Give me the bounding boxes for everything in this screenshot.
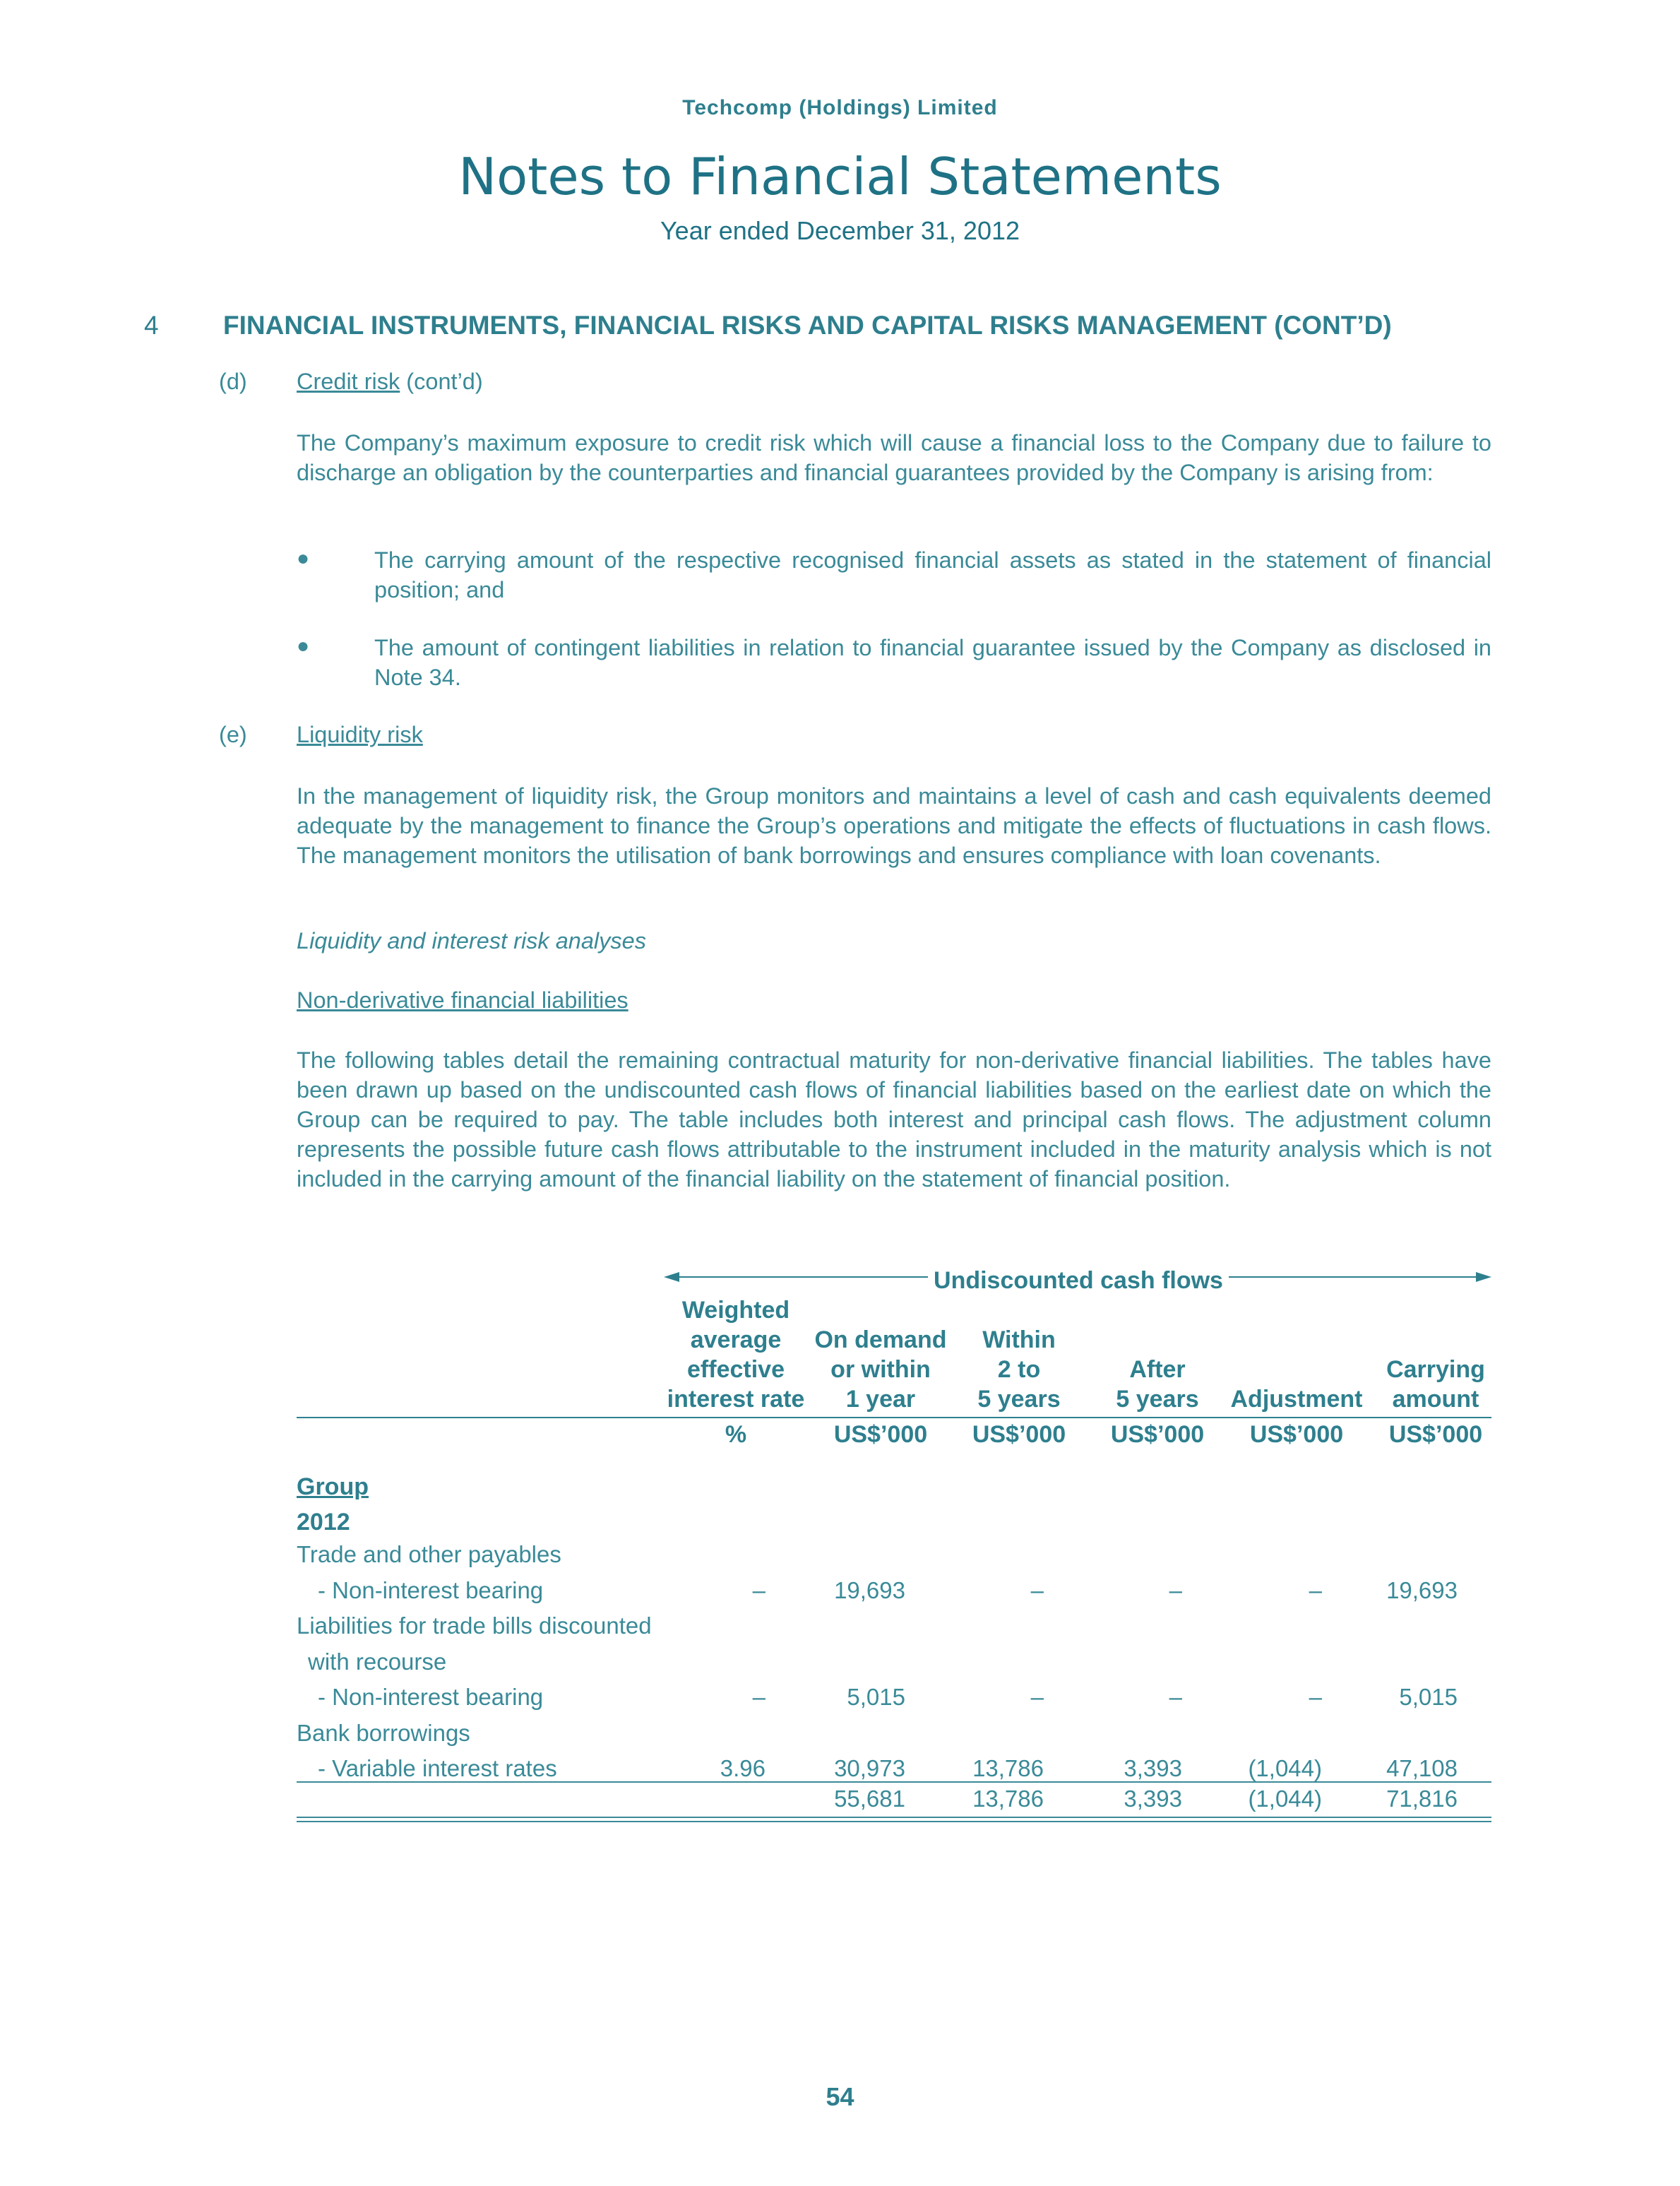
table-cell: – bbox=[1030, 1576, 1044, 1603]
row-label: - Variable interest rates bbox=[318, 1755, 557, 1781]
credit-paragraph: The Company’s maximum exposure to credit risk which will cause a financial loss to the Company due to failure to discharge an obligation by the counterparties and financial guarantees provided by the Company is arising from: bbox=[297, 430, 1491, 485]
table-row bbox=[297, 1612, 1491, 1649]
table-cell: – bbox=[1309, 1684, 1322, 1710]
year-label: 2012 bbox=[297, 1509, 350, 1535]
liquidity-heading: Liquidity risk bbox=[297, 722, 423, 747]
header-line: 5 years bbox=[1116, 1386, 1199, 1413]
row-label: Liabilities for trade bills discounted bbox=[297, 1612, 652, 1639]
row-label: with recourse bbox=[308, 1648, 447, 1675]
header-within-2-5 bbox=[945, 1325, 1093, 1414]
liquidity-letter: (e) bbox=[219, 722, 247, 747]
header-line: Adjustment bbox=[1230, 1386, 1363, 1413]
header-line: amount bbox=[1392, 1386, 1479, 1413]
credit-heading-suffix: (cont’d) bbox=[400, 369, 483, 394]
table-cell: – bbox=[752, 1576, 765, 1603]
table-cell: – bbox=[1030, 1684, 1044, 1710]
table-row bbox=[297, 1577, 1491, 1613]
total-top-rule bbox=[297, 1781, 1491, 1783]
table-cell: 5,015 bbox=[847, 1684, 905, 1710]
header-carrying-amount bbox=[1362, 1355, 1510, 1414]
table-cell: – bbox=[1309, 1576, 1322, 1603]
header-line: After bbox=[1129, 1356, 1186, 1383]
total-cell: 55,681 bbox=[834, 1786, 905, 1812]
page-title: Notes to Financial Statements bbox=[458, 147, 1222, 206]
header-line: Within bbox=[982, 1326, 1056, 1353]
total-cell: (1,044) bbox=[1248, 1786, 1322, 1812]
table-row bbox=[297, 1649, 1491, 1685]
table-cell: – bbox=[1169, 1576, 1182, 1603]
table-cell: – bbox=[752, 1684, 765, 1710]
header-on-demand bbox=[806, 1325, 955, 1414]
liquidity-paragraph-2: The following tables detail the remaining contractual maturity for non-derivative financial liabilities. The tables have been drawn up based on the undiscounted cash flows of financial liabilities based on the earliest date on which the Group can be required to pay. The table includes both interest and principal cash flows. The adjustment column represents the possible future cash flows attributable to the instrument included in the maturity analysis which is not included in the carrying amount of the financial liability on the statement of financial position. bbox=[297, 1047, 1491, 1192]
header-line: Carrying bbox=[1386, 1356, 1485, 1383]
total-double-rule-top bbox=[297, 1817, 1491, 1818]
table-cell: 3.96 bbox=[720, 1755, 765, 1781]
row-label: - Non-interest bearing bbox=[318, 1576, 544, 1603]
table-cell: 47,108 bbox=[1386, 1755, 1458, 1781]
credit-bullet-1: The carrying amount of the respective recognised financial assets as stated in the statement of financial position; and bbox=[374, 547, 1491, 602]
header-after-5 bbox=[1083, 1355, 1232, 1414]
credit-heading bbox=[297, 369, 483, 395]
header-adjustment bbox=[1219, 1384, 1374, 1414]
table-cell: (1,044) bbox=[1248, 1755, 1322, 1781]
total-cell: 3,393 bbox=[1124, 1786, 1182, 1812]
credit-bullet-2: The amount of contingent liabilities in relation to financial guarantee issued by the Company as disclosed in Note 34. bbox=[374, 635, 1491, 690]
row-label: - Non-interest bearing bbox=[318, 1684, 544, 1710]
table-cell: 19,693 bbox=[834, 1576, 905, 1603]
table-cell: 30,973 bbox=[834, 1755, 905, 1781]
table-cell: 5,015 bbox=[1399, 1684, 1458, 1710]
unit-adjustment: US$’000 bbox=[1249, 1421, 1344, 1448]
header-line: average bbox=[690, 1326, 782, 1353]
nonderivative-heading: Non-derivative financial liabilities bbox=[297, 987, 628, 1013]
header-line: 2 to bbox=[997, 1356, 1041, 1383]
company-name: Techcomp (Holdings) Limited bbox=[682, 96, 998, 119]
table-cell: 19,693 bbox=[1386, 1576, 1458, 1603]
period-subtitle: Year ended December 31, 2012 bbox=[660, 216, 1020, 245]
credit-letter: (d) bbox=[219, 369, 247, 394]
table-row bbox=[297, 1684, 1491, 1720]
arrow-right-icon bbox=[1476, 1272, 1491, 1282]
liquidity-subheading: Liquidity and interest risk analyses bbox=[297, 928, 646, 954]
liquidity-paragraph: In the management of liquidity risk, the Group monitors and maintains a level of cash and cash equivalents deemed adequate by the management to finance the Group’s operations and mitigate the effects of fluctuations in cash flows. The management monitors the utilisation of bank borrowings and ensures compliance with loan covenants. bbox=[297, 783, 1491, 868]
header-rule bbox=[297, 1417, 1491, 1418]
table-row bbox=[297, 1720, 1491, 1756]
arrow-left-icon bbox=[664, 1272, 679, 1282]
header-line: or within bbox=[830, 1356, 931, 1383]
header-line: 1 year bbox=[845, 1386, 916, 1413]
table-cell: 13,786 bbox=[972, 1755, 1044, 1781]
total-double-rule-bottom bbox=[297, 1821, 1491, 1822]
page-number: 54 bbox=[826, 2082, 854, 2111]
unit-on-demand: US$’000 bbox=[833, 1421, 928, 1448]
unit-interest-rate: % bbox=[725, 1421, 747, 1448]
bullet-icon: ● bbox=[297, 547, 310, 570]
unit-carrying-amount: US$’000 bbox=[1388, 1421, 1483, 1448]
table-cell: – bbox=[1169, 1684, 1182, 1710]
header-line: effective bbox=[687, 1356, 785, 1383]
total-cell: 13,786 bbox=[972, 1786, 1044, 1812]
group-label: Group bbox=[297, 1473, 369, 1500]
header-line: interest rate bbox=[667, 1386, 805, 1413]
header-line: On demand bbox=[814, 1326, 947, 1353]
row-label: Bank borrowings bbox=[297, 1719, 470, 1746]
header-line: Weighted bbox=[681, 1297, 790, 1324]
total-cell: 71,816 bbox=[1386, 1786, 1458, 1812]
unit-within-2-5: US$’000 bbox=[972, 1421, 1066, 1448]
table-cell: 3,393 bbox=[1124, 1755, 1182, 1781]
section-number: 4 bbox=[144, 311, 159, 340]
row-label: Trade and other payables bbox=[297, 1541, 561, 1567]
table-header bbox=[297, 1295, 1491, 1414]
table-total-row bbox=[297, 1784, 1491, 1817]
unit-after-5: US$’000 bbox=[1110, 1421, 1205, 1448]
header-line: 5 years bbox=[977, 1386, 1061, 1413]
bullet-icon: ● bbox=[297, 634, 310, 658]
undiscounted-span-label: Undiscounted cash flows bbox=[934, 1267, 1223, 1294]
section-title: FINANCIAL INSTRUMENTS, FINANCIAL RISKS AND CAPITAL RISKS MANAGEMENT (CONT’D) bbox=[223, 311, 1392, 340]
header-interest-rate bbox=[658, 1295, 814, 1414]
credit-heading-text: Credit risk bbox=[297, 369, 400, 394]
table-row bbox=[297, 1541, 1491, 1577]
